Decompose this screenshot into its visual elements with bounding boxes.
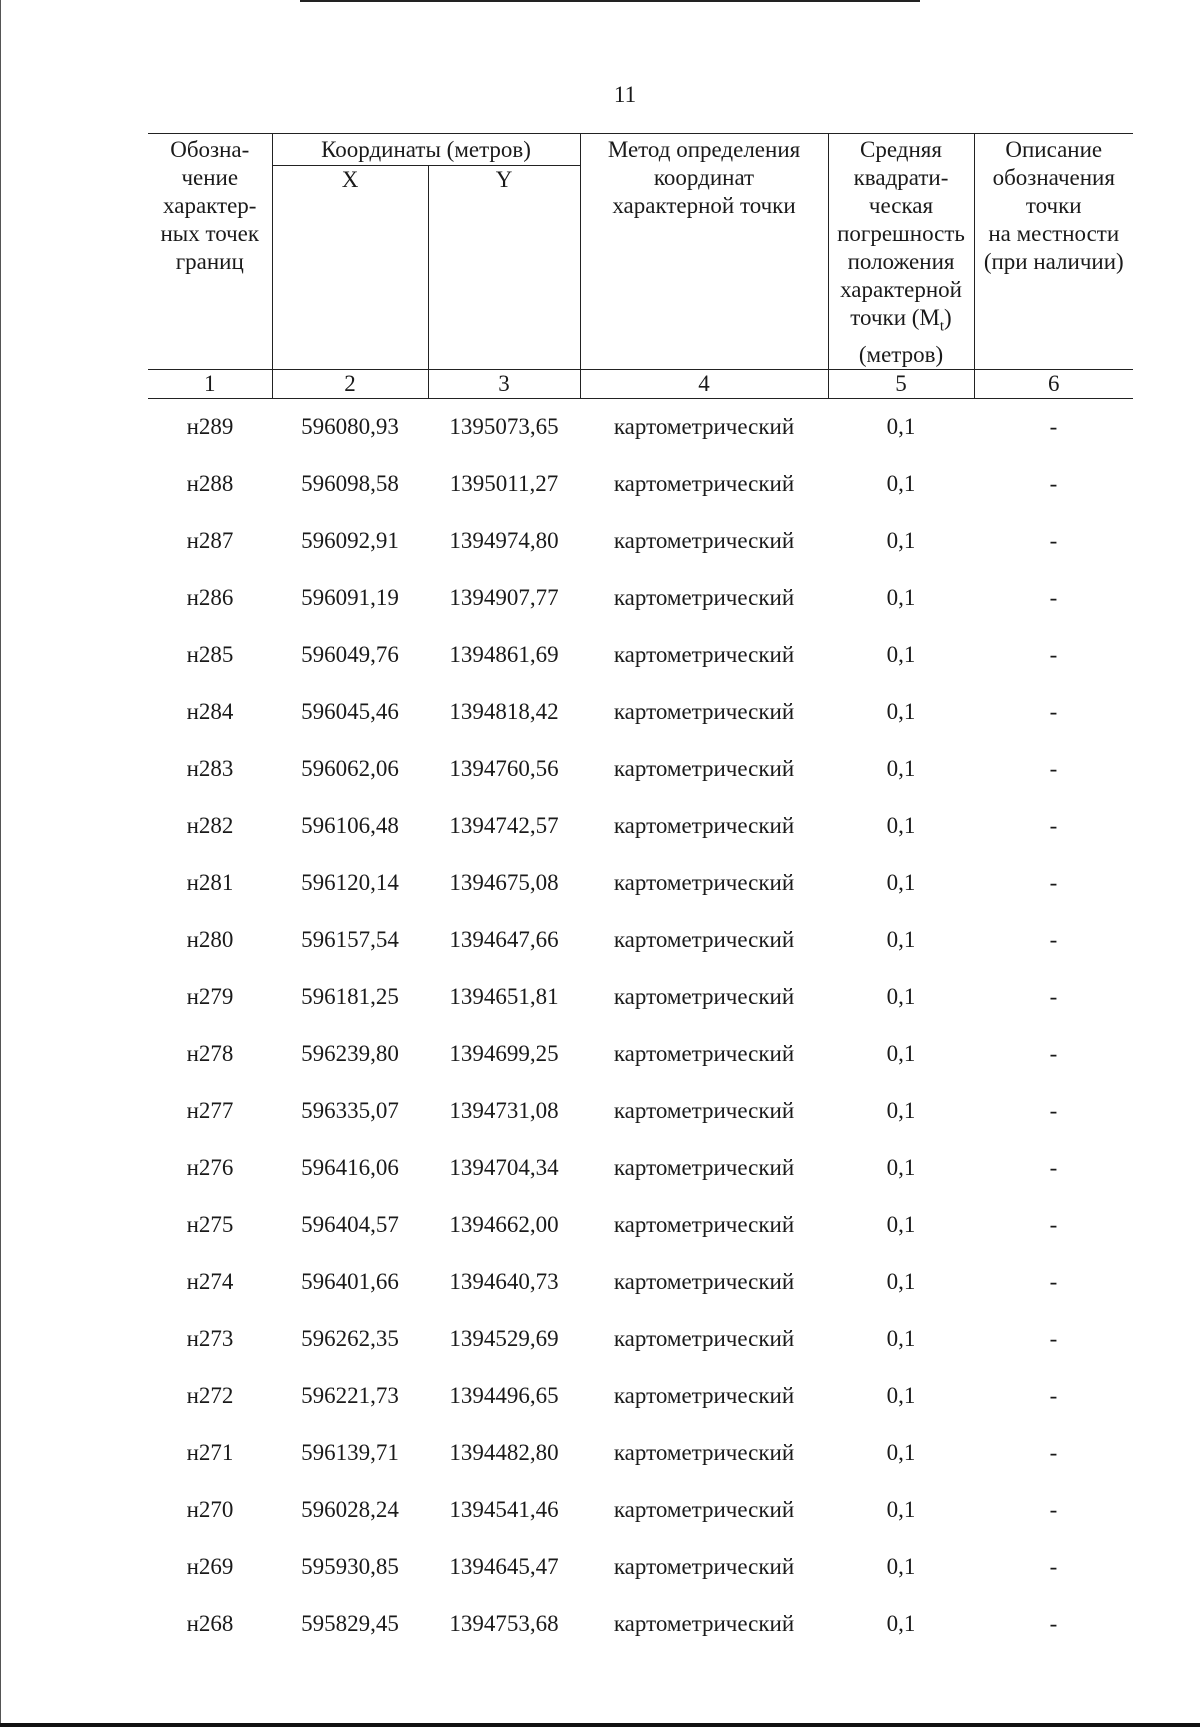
method-cell: картометрический (613, 1611, 795, 1637)
page-number: 11 (613, 82, 637, 107)
point-id-cell: н289 (186, 414, 234, 440)
table-row (148, 1596, 1133, 1653)
scan-edge-left (0, 0, 1, 1727)
table-row (148, 627, 1133, 684)
error-cell: 0,1 (886, 756, 916, 782)
description-cell: - (1049, 756, 1058, 782)
description-cell: - (1049, 699, 1058, 725)
table-row (148, 741, 1133, 798)
point-id-cell: н288 (186, 471, 234, 497)
header-method-text: Метод определения координат характерной точки (607, 137, 801, 218)
error-cell: 0,1 (886, 1041, 916, 1067)
description-cell: - (1049, 528, 1058, 554)
table-row (148, 912, 1133, 969)
description-cell: - (1049, 1212, 1058, 1238)
error-cell: 0,1 (886, 1497, 916, 1523)
point-id-cell: н278 (186, 1041, 234, 1067)
x-coordinate-cell: 596416,06 (301, 1155, 399, 1181)
method-cell: картометрический (613, 984, 795, 1010)
method-cell: картометрический (613, 471, 795, 497)
error-cell: 0,1 (886, 1554, 916, 1580)
y-coordinate-cell: 1394675,08 (449, 870, 559, 896)
header-y: Y (428, 166, 580, 369)
x-coordinate-cell: 596181,25 (301, 984, 399, 1010)
method-cell: картометрический (613, 870, 795, 896)
error-cell: 0,1 (886, 642, 916, 668)
error-cell: 0,1 (886, 585, 916, 611)
table-body (148, 398, 1133, 1653)
table-row (148, 456, 1133, 513)
y-coordinate-cell: 1394861,69 (449, 642, 559, 668)
error-cell: 0,1 (886, 870, 916, 896)
description-cell: - (1049, 813, 1058, 839)
header-coordinates-group: Координаты (метров) (272, 134, 580, 166)
header-method (580, 134, 828, 370)
error-cell: 0,1 (886, 1326, 916, 1352)
description-cell: - (1049, 414, 1058, 440)
method-cell: картометрический (613, 414, 795, 440)
y-coordinate-cell: 1394753,68 (449, 1611, 559, 1637)
description-cell: - (1049, 1554, 1058, 1580)
point-id-cell: н280 (186, 927, 234, 953)
point-id-cell: н281 (186, 870, 234, 896)
y-coordinate-cell: 1394742,57 (449, 813, 559, 839)
column-number: 5 (828, 369, 974, 398)
method-cell: картометрический (613, 1554, 795, 1580)
point-id-cell: н279 (186, 984, 234, 1010)
table-row (148, 855, 1133, 912)
x-coordinate-cell: 596221,73 (301, 1383, 399, 1409)
description-cell: - (1049, 1440, 1058, 1466)
point-id-cell: н274 (186, 1269, 234, 1295)
error-cell: 0,1 (886, 471, 916, 497)
x-coordinate-cell: 596157,54 (301, 927, 399, 953)
column-number: 4 (580, 369, 828, 398)
method-cell: картометрический (613, 699, 795, 725)
table-row (148, 1026, 1133, 1083)
x-coordinate-cell: 596092,91 (301, 528, 399, 554)
description-cell: - (1049, 1269, 1058, 1295)
error-cell: 0,1 (886, 414, 916, 440)
description-cell: - (1049, 471, 1058, 497)
header-point-designation-text: Обозна- чение характер- ных точек границ (160, 137, 260, 274)
description-cell: - (1049, 870, 1058, 896)
y-coordinate-cell: 1394731,08 (449, 1098, 559, 1124)
description-cell: - (1049, 927, 1058, 953)
point-id-cell: н269 (186, 1554, 234, 1580)
scan-edge-bottom (0, 1723, 1200, 1727)
header-mean-square-error (828, 134, 974, 370)
point-id-cell: н286 (186, 585, 234, 611)
method-cell: картометрический (613, 1098, 795, 1124)
description-cell: - (1049, 642, 1058, 668)
point-id-cell: н283 (186, 756, 234, 782)
error-cell: 0,1 (886, 1155, 916, 1181)
point-id-cell: н273 (186, 1326, 234, 1352)
x-coordinate-cell: 596098,58 (301, 471, 399, 497)
table-row (148, 798, 1133, 855)
x-coordinate-cell: 596239,80 (301, 1041, 399, 1067)
method-cell: картометрический (613, 1041, 795, 1067)
table-row (148, 1425, 1133, 1482)
description-cell: - (1049, 1326, 1058, 1352)
y-coordinate-cell: 1395073,65 (449, 414, 559, 440)
x-coordinate-cell: 596045,46 (301, 699, 399, 725)
method-cell: картометрический (613, 528, 795, 554)
method-cell: картометрический (613, 1440, 795, 1466)
method-cell: картометрический (613, 1326, 795, 1352)
table-row (148, 684, 1133, 741)
error-cell: 0,1 (886, 1098, 916, 1124)
x-coordinate-cell: 596404,57 (301, 1212, 399, 1238)
point-id-cell: н268 (186, 1611, 234, 1637)
y-coordinate-cell: 1394651,81 (449, 984, 559, 1010)
method-cell: картометрический (613, 813, 795, 839)
table-row (148, 1539, 1133, 1596)
y-coordinate-cell: 1394482,80 (449, 1440, 559, 1466)
description-cell: - (1049, 1497, 1058, 1523)
point-id-cell: н276 (186, 1155, 234, 1181)
description-cell: - (1049, 1611, 1058, 1637)
error-cell: 0,1 (886, 813, 916, 839)
table-row (148, 1254, 1133, 1311)
error-cell: 0,1 (886, 1611, 916, 1637)
description-cell: - (1049, 1041, 1058, 1067)
error-cell: 0,1 (886, 528, 916, 554)
table-row (148, 1083, 1133, 1140)
x-coordinate-cell: 596120,14 (301, 870, 399, 896)
table-row (148, 1368, 1133, 1425)
description-cell: - (1049, 585, 1058, 611)
header-point-designation (148, 134, 272, 370)
x-coordinate-cell: 595930,85 (301, 1554, 399, 1580)
y-coordinate-cell: 1394907,77 (449, 585, 559, 611)
error-cell: 0,1 (886, 699, 916, 725)
column-number: 1 (148, 369, 272, 398)
description-cell: - (1049, 1383, 1058, 1409)
header-point-description-text: Описание обозначения точки на местности (при наличии) (983, 137, 1124, 274)
column-number: 6 (974, 369, 1133, 398)
error-cell: 0,1 (886, 1383, 916, 1409)
table-row (148, 1311, 1133, 1368)
x-coordinate-cell: 596028,24 (301, 1497, 399, 1523)
x-coordinate-cell: 596091,19 (301, 585, 399, 611)
scan-edge-top (300, 0, 920, 2)
method-cell: картометрический (613, 1269, 795, 1295)
error-cell: 0,1 (886, 1440, 916, 1466)
y-coordinate-cell: 1394699,25 (449, 1041, 559, 1067)
y-coordinate-cell: 1394760,56 (449, 756, 559, 782)
y-coordinate-cell: 1394974,80 (449, 528, 559, 554)
error-cell: 0,1 (886, 1212, 916, 1238)
table-row (148, 570, 1133, 627)
x-coordinate-cell: 596401,66 (301, 1269, 399, 1295)
method-cell: картометрический (613, 1383, 795, 1409)
column-number: 3 (428, 369, 580, 398)
point-id-cell: н282 (186, 813, 234, 839)
y-coordinate-cell: 1395011,27 (449, 471, 559, 497)
method-cell: картометрический (613, 585, 795, 611)
method-cell: картометрический (613, 1497, 795, 1523)
point-id-cell: н275 (186, 1212, 234, 1238)
header-mean-square-error-text: Средняя квадрати- ческая погрешность положения характерной точки $(M_t)$ (метров) (837, 137, 965, 367)
x-coordinate-cell: 596049,76 (301, 642, 399, 668)
point-id-cell: н271 (186, 1440, 234, 1466)
table-row (148, 1482, 1133, 1539)
y-coordinate-cell: 1394704,34 (449, 1155, 559, 1181)
x-coordinate-cell: 596106,48 (301, 813, 399, 839)
error-cell: 0,1 (886, 927, 916, 953)
column-number-row (148, 369, 1133, 398)
description-cell: - (1049, 1155, 1058, 1181)
header-point-description (974, 134, 1133, 370)
description-cell: - (1049, 984, 1058, 1010)
point-id-cell: н272 (186, 1383, 234, 1409)
y-coordinate-cell: 1394662,00 (449, 1212, 559, 1238)
y-coordinate-cell: 1394529,69 (449, 1326, 559, 1352)
x-coordinate-cell: 596262,35 (301, 1326, 399, 1352)
error-cell: 0,1 (886, 984, 916, 1010)
method-cell: картометрический (613, 756, 795, 782)
table-row (148, 398, 1133, 456)
point-id-cell: н287 (186, 528, 234, 554)
table-row (148, 513, 1133, 570)
x-coordinate-cell: 596080,93 (301, 414, 399, 440)
x-coordinate-cell: 596062,06 (301, 756, 399, 782)
x-coordinate-cell: 596335,07 (301, 1098, 399, 1124)
x-coordinate-cell: 595829,45 (301, 1611, 399, 1637)
y-coordinate-cell: 1394645,47 (449, 1554, 559, 1580)
y-coordinate-cell: 1394818,42 (449, 699, 559, 725)
point-id-cell: н270 (186, 1497, 234, 1523)
method-cell: картометрический (613, 1155, 795, 1181)
table-row (148, 1197, 1133, 1254)
header-x: X (272, 166, 428, 369)
y-coordinate-cell: 1394647,66 (449, 927, 559, 953)
point-id-cell: н277 (186, 1098, 234, 1124)
point-id-cell: н285 (186, 642, 234, 668)
x-coordinate-cell: 596139,71 (301, 1440, 399, 1466)
method-cell: картометрический (613, 927, 795, 953)
table-row (148, 1140, 1133, 1197)
method-cell: картометрический (613, 1212, 795, 1238)
error-cell: 0,1 (886, 1269, 916, 1295)
method-cell: картометрический (613, 642, 795, 668)
y-coordinate-cell: 1394541,46 (449, 1497, 559, 1523)
point-id-cell: н284 (186, 699, 234, 725)
table-row (148, 969, 1133, 1026)
y-coordinate-cell: 1394496,65 (449, 1383, 559, 1409)
boundary-points-table (148, 133, 1133, 1653)
description-cell: - (1049, 1098, 1058, 1124)
column-number: 2 (272, 369, 428, 398)
y-coordinate-cell: 1394640,73 (449, 1269, 559, 1295)
